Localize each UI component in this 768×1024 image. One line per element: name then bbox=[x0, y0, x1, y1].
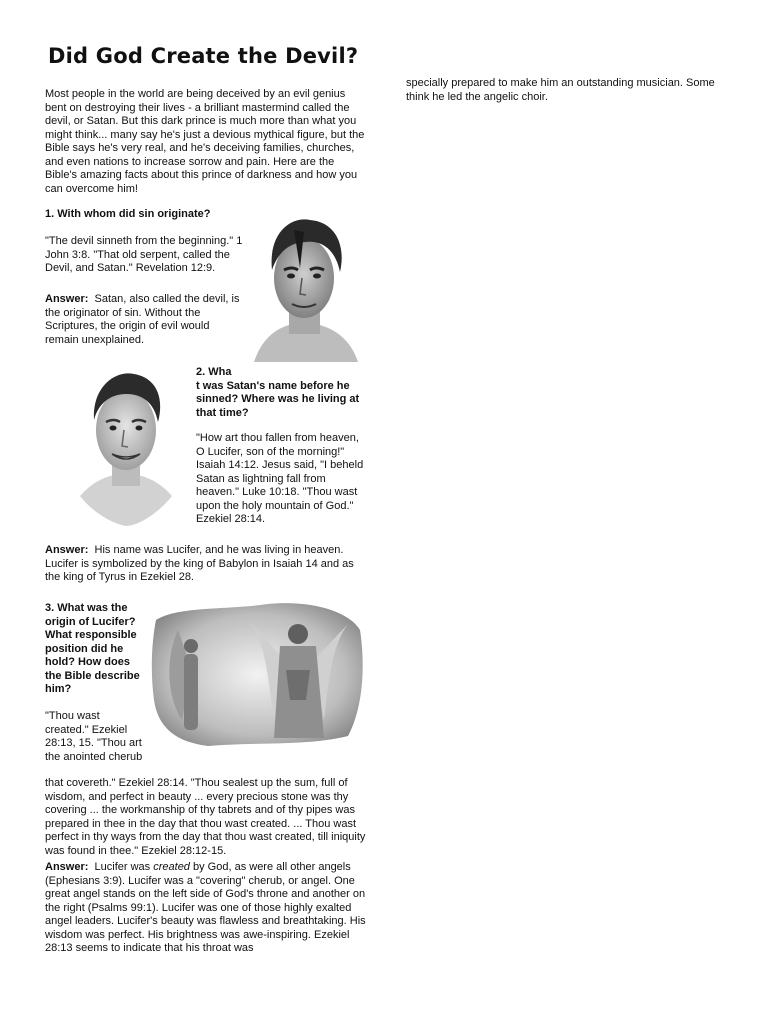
question-2-answer bbox=[45, 544, 367, 585]
column-2-paragraph: specially prepared to make him an outstanding musician. Some think he led the angelic choir. bbox=[406, 77, 715, 103]
answer-text: Satan, also called the devil, is the originator of sin. Without the Scriptures, the origin of evil would remain unexplained. bbox=[45, 293, 240, 346]
question-1-scripture: "The devil sinneth from the beginning." 1 John 3:8. "That old serpent, called the Devil, and Satan." Revelation 12:9. bbox=[45, 235, 243, 274]
question-2-line-2: t was Satan's name before he sinned? Where was he living at that time? bbox=[196, 379, 360, 419]
question-2-line-1: 2. Wha bbox=[196, 366, 232, 378]
angels-illustration bbox=[148, 600, 366, 748]
answer-label: Answer: bbox=[45, 293, 89, 305]
intro-paragraph: Most people in the world are being deceived by an evil genius bent on destroying their lives - a brilliant mastermind called the devil, or Satan. But this dark prince is much more than what you might think... many say he's just a devious mythical figure, but the Bible says he's very real, and he's deceiving families, churches, and even nations to increase sorrow and pain. Here are the Bible's amazing facts about this prince of darkness and how you can overcome him! bbox=[45, 88, 365, 195]
question-1-answer bbox=[45, 293, 240, 347]
question-2-heading bbox=[196, 366, 368, 420]
answer-emphasis: created bbox=[153, 861, 190, 873]
question-3-heading: 3. What was the origin of Lucifer? What responsible position did he hold? How does the Bible describe him? bbox=[45, 602, 140, 695]
answer-text: His name was Lucifer, and he was living in heaven. Lucifer is symbolized by the king of Babylon in Isaiah 14 and as the king of Tyrus in Ezekiel 28. bbox=[45, 544, 354, 583]
question-2-scripture: "How art thou fallen from heaven, O Lucifer, son of the morning!" Isaiah 14:12. Jesus said, "I beheld Satan as lightning fall from heaven." Luke 10:18. "Thou wast upon the holy mountain of God." Ezekiel 28:14. bbox=[196, 432, 364, 525]
lucifer-portrait-illustration bbox=[66, 368, 186, 528]
question-3-answer bbox=[45, 861, 367, 956]
question-3-scripture-start: "Thou wast created." Ezekiel 28:13, 15. "Thou art the anointed cherub bbox=[45, 710, 143, 763]
satan-portrait-illustration bbox=[244, 212, 364, 368]
answer-text-part-2: by God, as were all other angels (Ephesians 3:9). Lucifer was a "covering" cherub, or angel. One great angel stands on the left side of God's throne and another on the right (Psalms 99:1). Lucifer was one of those highly exalted angel leaders. Lucifer's beauty was flawless and breathtaking. His wisdom was perfect. His brightness was awe-inspiring. Ezekiel 28:13 seems to indicate that his throat was bbox=[45, 861, 366, 954]
question-3-scripture-continued: that covereth." Ezekiel 28:14. "Thou sealest up the sum, full of wisdom, and perfect in beauty ... every precious stone was thy covering ... the workmanship of thy tabrets and of thy pipes was prepared in thee in the day that thou wast created. ... Thou wast perfect in thy ways from the day that thou wast created, till iniquity was found in thee." Ezekiel 28:12-15. bbox=[45, 777, 366, 857]
question-1-heading: 1. With whom did sin originate? bbox=[45, 208, 211, 220]
answer-text-part-1: Lucifer was bbox=[94, 861, 154, 873]
answer-label: Answer: bbox=[45, 544, 89, 556]
answer-label: Answer: bbox=[45, 861, 89, 873]
page-title: Did God Create the Devil? bbox=[48, 44, 359, 68]
